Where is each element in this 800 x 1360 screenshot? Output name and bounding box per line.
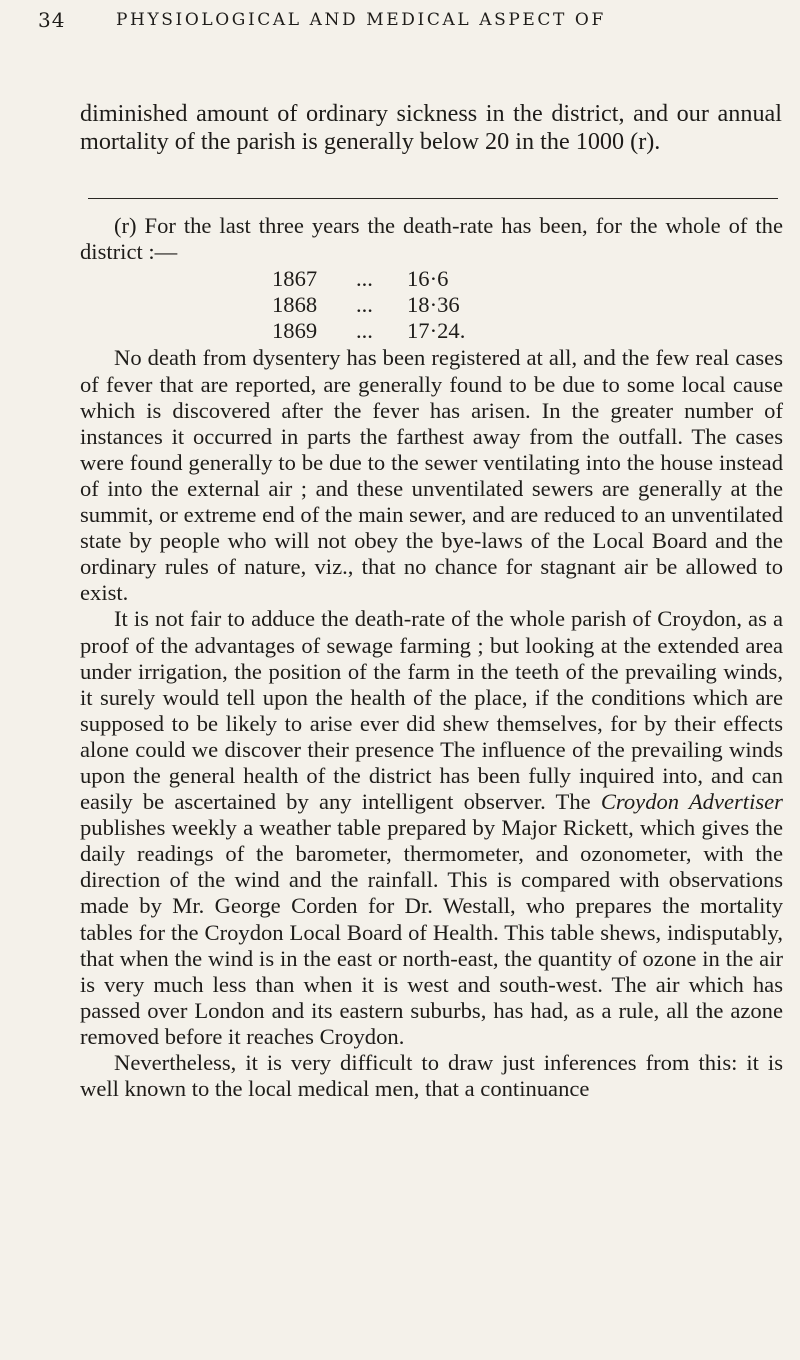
rate-leader: ... [356, 318, 373, 344]
footnote-intro: (r) For the last three years the death-rate has been, for the whole of the district :— [80, 213, 783, 265]
rate-leader: ... [356, 266, 373, 292]
death-rate-table [80, 266, 783, 344]
running-head: PHYSIOLOGICAL AND MEDICAL ASPECT OF [116, 10, 606, 30]
death-rate-row [80, 292, 783, 318]
rate-year: 1869 [272, 318, 318, 344]
rate-year: 1867 [272, 266, 318, 292]
page-number: 34 [38, 8, 66, 32]
death-rate-row [80, 318, 783, 344]
rate-year: 1868 [272, 292, 318, 318]
page-header [38, 6, 758, 36]
newspaper-title: Croydon Advertiser [600, 789, 783, 815]
footnote [80, 213, 783, 1102]
footnote-paragraph-nevertheless: Nevertheless, it is very difficult to draw just inferences from this: it is well known to the local medical men, that a continuance [80, 1050, 783, 1102]
footnote-paragraph-dysentery: No death from dysentery has been registered at all, and the few real cases of fever that are reported, are generally found to be due to some local cause which is discovered after the fever has arisen. In the greater number of instances it occurred in parts the farthest away from the outfall. The cases were found generally to be due to the sewer ventilating into the house instead of into the external air ; and these unventilated sewers are generally at the summit, or extreme end of the main sewer, and are reduced to an unventilated state by people who will not obey the bye-laws of the Local Board and the ordinary rules of nature, viz., that no chance for stagnant air be allowed to exist. [80, 345, 783, 606]
main-text-paragraph: diminished amount of ordinary sickness in the district, and our annual mortality of the parish is generally below 20 in the 1000 (r). [80, 100, 782, 155]
footnote-divider [88, 198, 778, 199]
footnote-paragraph-croydon [80, 606, 783, 1050]
rate-value: 16·6 [407, 266, 449, 292]
rate-value: 18·36 [407, 292, 460, 318]
para2-text-before: It is not fair to adduce the death-rate of the whole parish of Croydon, as a proof of the advantages of sewage farming ; but looking at the extended area under irrigation, the position of the farm in the teeth of the prevailing winds, it surely would tell upon the health of the place, if the conditions which are supposed to be likely to arise ever did shew themselves, for by their effects alone could we discover their presence The influence of the prevailing winds upon the general health of the district has been fully inquired into, and can easily be ascertained by any intelligent observer. The [80, 606, 783, 815]
death-rate-row [80, 266, 783, 292]
rate-leader: ... [356, 292, 373, 318]
para2-text-after: publishes weekly a weather table prepared by Major Rickett, which gives the daily readings of the barometer, thermometer, and ozonometer, with the direction of the wind and the rainfall. This is compared with observations made by Mr. George Corden for Dr. Westall, who prepares the mortality tables for the Croydon Local Board of Health. This table shews, indisputably, that when the wind is in the east or north-east, the quantity of ozone in the air is very much less than when it is west and south-west. The air which has passed over London and its eastern suburbs, has had, as a rule, all the azone removed before it reaches Croydon. [80, 815, 783, 1049]
rate-value: 17·24. [407, 318, 466, 344]
